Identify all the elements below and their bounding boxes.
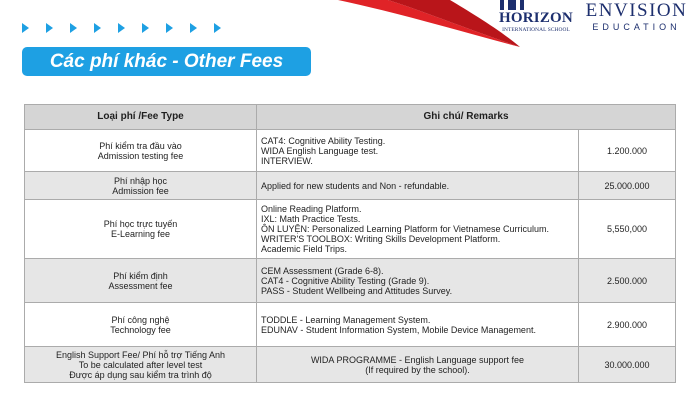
remark-line: PASS - Student Wellbeing and Attitudes Survey.	[261, 285, 453, 296]
remark-line: Applied for new students and Non - refundable.	[261, 180, 450, 191]
fee-type-cell	[25, 347, 257, 383]
fee-type-cell	[25, 259, 257, 303]
fee-type-cell	[25, 172, 257, 200]
remarks-cell	[257, 259, 579, 303]
fee-type-line: Phí nhập học	[113, 175, 168, 186]
fee-type-line: Được áp dụng sau kiểm tra trình độ	[69, 369, 212, 380]
remarks-cell	[257, 200, 579, 259]
amount-cell: 1.200.000	[579, 130, 676, 172]
remark-line: CAT4 - Cognitive Ability Testing (Grade 9).	[261, 275, 430, 286]
fee-type-cell	[25, 303, 257, 347]
fee-type-line: Phí học trực tuyến	[103, 219, 178, 229]
horizon-logo-icon	[496, 0, 528, 10]
remarks-cell	[257, 172, 579, 200]
remark-line: WRITER'S TOOLBOX: Writing Skills Development Platform.	[261, 234, 501, 244]
remarks-cell	[257, 130, 579, 172]
fee-type-header: Loại phí /Fee Type	[25, 105, 257, 130]
envision-logo-subtitle: EDUCATION	[592, 22, 681, 32]
table-header-row	[25, 105, 676, 130]
fee-type-line: Phí kiểm tra đầu vào	[99, 140, 182, 151]
remark-line: Academic Field Trips.	[261, 244, 348, 254]
remark-line: (If required by the school).	[365, 364, 470, 375]
fee-type-line: E-Learning fee	[110, 229, 171, 239]
horizon-logo-subtitle: INTERNATIONAL SCHOOL	[502, 27, 570, 33]
amount-cell: 2.900.000	[579, 303, 676, 347]
table-row	[25, 130, 676, 172]
fee-type-cell	[25, 200, 257, 259]
amount-cell: 5,550,000	[579, 200, 676, 259]
remark-line: EDUNAV - Student Information System, Mobile Device Management.	[261, 324, 536, 335]
remark-line: IXL: Math Practice Tests.	[261, 214, 361, 224]
fee-type-line: To be calculated after level test	[78, 359, 203, 370]
remark-line: CEM Assessment (Grade 6-8).	[261, 265, 384, 276]
fee-type-cell	[25, 130, 257, 172]
fee-type-line: Phí kiểm định	[113, 270, 168, 281]
table-row	[25, 347, 676, 383]
remarks-header: Ghi chú/ Remarks	[257, 105, 676, 130]
table-row	[25, 259, 676, 303]
arrow-dots-decoration	[22, 22, 232, 34]
logo-area	[488, 0, 700, 40]
remark-line: WIDA PROGRAMME - English Language support fee	[310, 354, 525, 365]
remark-line: INTERVIEW.	[261, 155, 313, 166]
remark-line: CAT4: Cognitive Ability Testing.	[261, 135, 386, 146]
fee-type-line: English Support Fee/ Phí hỗ trợ Tiếng Anh	[55, 349, 225, 360]
table-row	[25, 303, 676, 347]
fee-type-line: Admission fee	[112, 185, 169, 196]
page-title: Các phí khác - Other Fees	[22, 47, 311, 76]
table-row	[25, 200, 676, 259]
fee-type-line: Assessment fee	[108, 280, 173, 291]
table-row	[25, 172, 676, 200]
amount-cell: 30.000.000	[579, 347, 676, 383]
remark-line: TODDLE - Learning Management System.	[261, 314, 431, 325]
remarks-cell	[257, 303, 579, 347]
amount-cell: 2.500.000	[579, 259, 676, 303]
fee-type-line: Phí công nghệ	[111, 314, 170, 325]
fee-type-line: Admission testing fee	[97, 150, 184, 161]
envision-logo-name: ENVISION	[585, 0, 688, 21]
amount-cell: 25.000.000	[579, 172, 676, 200]
remark-line: ÔN LUYỆN: Personalized Learning Platform for Vietnamese Curriculum.	[261, 224, 549, 234]
remark-line: Online Reading Platform.	[261, 204, 362, 214]
horizon-logo-name: HORIZON	[499, 10, 573, 26]
fee-type-line: Technology fee	[110, 324, 171, 335]
other-fees-table	[24, 104, 676, 383]
remark-line: WIDA English Language test.	[261, 145, 379, 156]
remarks-cell	[257, 347, 579, 383]
